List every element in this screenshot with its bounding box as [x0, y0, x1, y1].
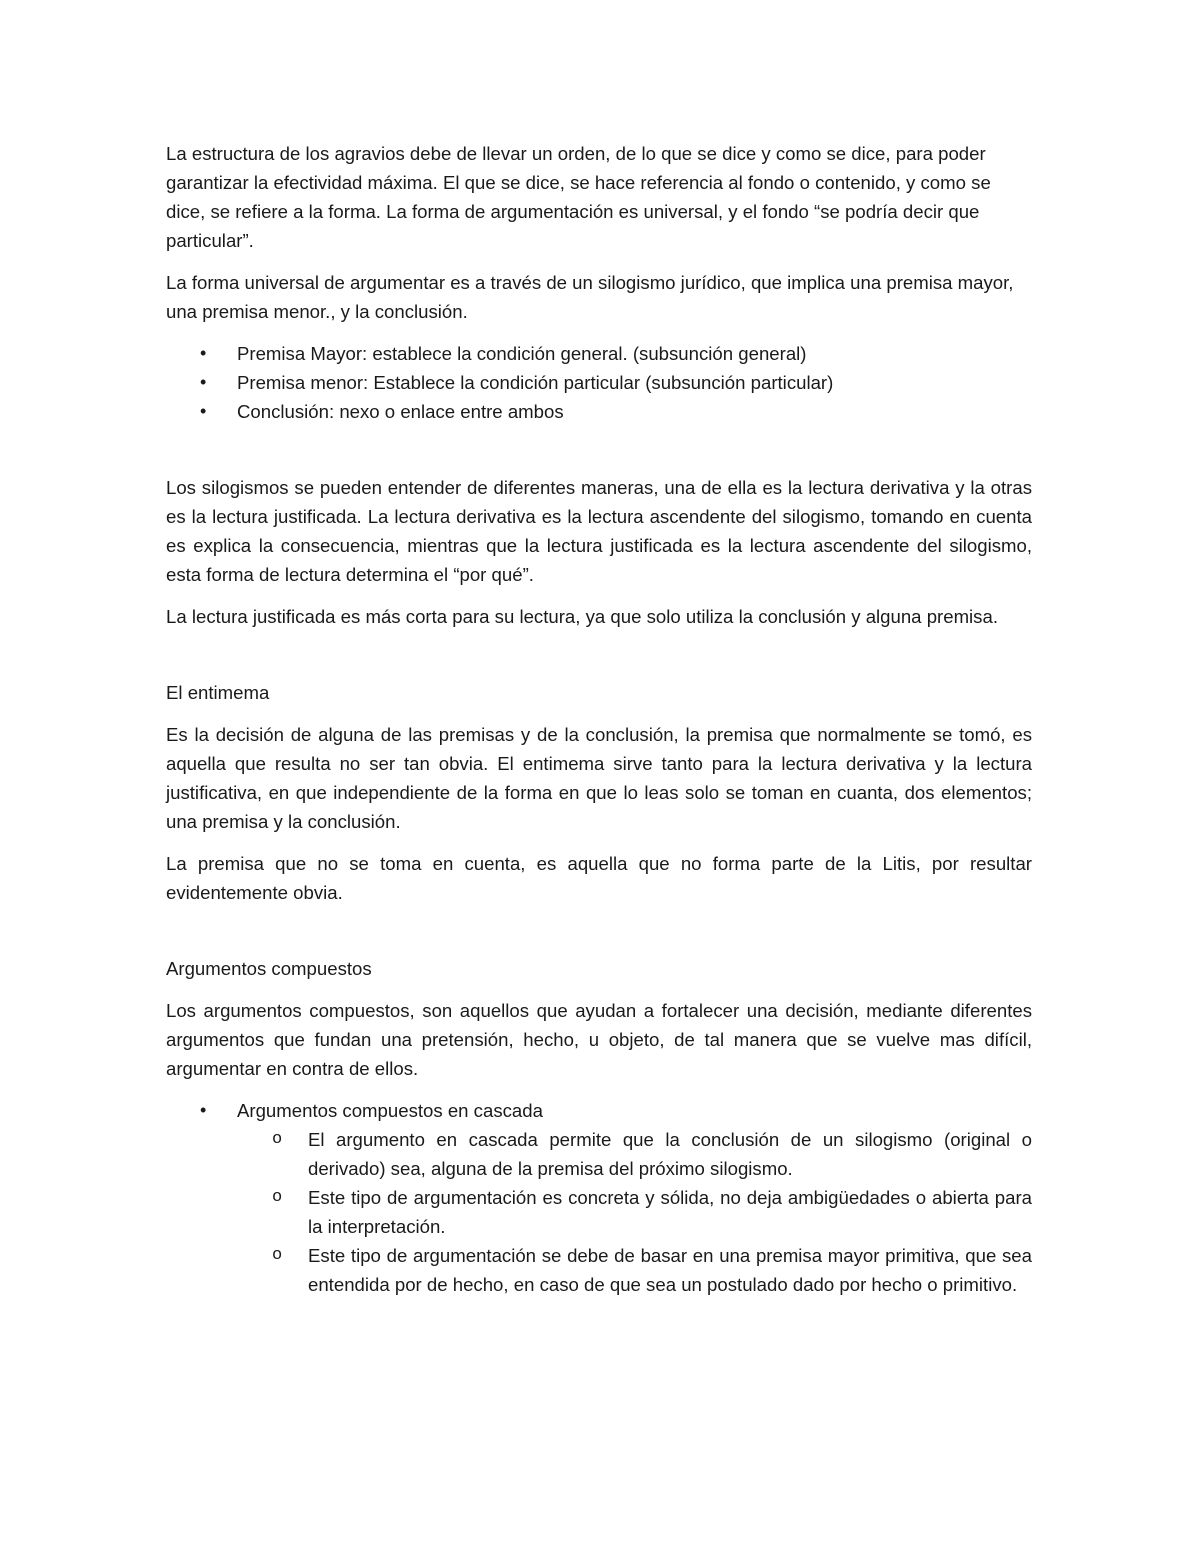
heading-argumentos-compuestos: Argumentos compuestos	[166, 958, 372, 979]
list-item	[166, 339, 1032, 368]
spacer	[166, 920, 1032, 954]
list-item-text: Argumentos compuestos en cascada	[237, 1100, 543, 1121]
sublist-item-text: Este tipo de argumentación es concreta y sólida, no deja ambigüedades o abierta para la interpretación.	[308, 1187, 1032, 1237]
paragraph-lectura-justificada: La lectura justificada es más corta para su lectura, ya que solo utiliza la conclusión y alguna premisa.	[166, 606, 998, 627]
sublist-item-text: Este tipo de argumentación se debe de basar en una premisa mayor primitiva, que sea entendida por de hecho, en caso de que sea un postulado dado por hecho o primitivo.	[308, 1245, 1032, 1295]
spacer	[166, 644, 1032, 678]
sublist-item	[237, 1241, 1032, 1299]
cascada-sublist	[237, 1125, 1032, 1299]
paragraph-argumentos-compuestos: Los argumentos compuestos, son aquellos que ayudan a fortalecer una decisión, mediante diferentes argumentos que fundan una pretensión, hecho, u objeto, de tal manera que se vuelve mas difícil, argumentar en contra de ellos.	[166, 1000, 1032, 1079]
paragraph-silogismos: Los silogismos se pueden entender de diferentes maneras, una de ella es la lectura derivativa y la otras es la lectura justificada. La lectura derivativa es la lectura ascendente del silogismo, tomando en cuenta es explica la consecuencia, mientras que la lectura justificada es la lectura ascendente del silogismo, esta forma de lectura determina el “por qué”.	[166, 477, 1032, 585]
spacer	[166, 439, 1032, 473]
sublist-item	[237, 1125, 1032, 1183]
premisas-list	[166, 339, 1032, 426]
sublist-item	[237, 1183, 1032, 1241]
list-item	[166, 397, 1032, 426]
list-item	[166, 1096, 1032, 1299]
paragraph-premisa-litis: La premisa que no se toma en cuenta, es aquella que no forma parte de la Litis, por resultar evidentemente obvia.	[166, 853, 1032, 903]
paragraph-entimema: Es la decisión de alguna de las premisas y de la conclusión, la premisa que normalmente se tomó, es aquella que resulta no ser tan obvia. El entimema sirve tanto para la lectura derivativa y la lectura justificativa, en que independiente de la forma en que lo leas solo se toman en cuanta, dos elementos; una premisa y la conclusión.	[166, 724, 1032, 832]
argumentos-list	[166, 1096, 1032, 1299]
circle-bullet-icon: o	[272, 1188, 283, 1207]
list-item-text: Premisa menor: Establece la condición particular (subsunción particular)	[237, 372, 834, 393]
list-item-text: Conclusión: nexo o enlace entre ambos	[237, 401, 564, 422]
sublist-item-text: El argumento en cascada permite que la conclusión de un silogismo (original o derivado) sea, alguna de la premisa del próximo silogismo.	[308, 1129, 1032, 1179]
list-item	[166, 368, 1032, 397]
bullet-icon: •	[200, 343, 207, 363]
bullet-icon: •	[200, 372, 207, 392]
bullet-icon: •	[200, 1100, 207, 1120]
sublist-wrapper	[166, 1125, 1032, 1299]
document-body	[166, 139, 1032, 1312]
circle-bullet-icon: o	[272, 1246, 283, 1265]
list-item-text: Premisa Mayor: establece la condición general. (subsunción general)	[237, 343, 807, 364]
paragraph-agravios: La estructura de los agravios debe de llevar un orden, de lo que se dice y como se dice, para poder garantizar la efectividad máxima. El que se dice, se hace referencia al fondo o contenido, y como se dice, se refiere a la forma. La forma de argumentación es universal, y el fondo “se podría decir que particular”.	[166, 143, 991, 251]
circle-bullet-icon: o	[272, 1130, 283, 1149]
paragraph-forma-universal: La forma universal de argumentar es a través de un silogismo jurídico, que implica una premisa mayor, una premisa menor., y la conclusión.	[166, 272, 1014, 322]
bullet-icon: •	[200, 401, 207, 421]
heading-entimema: El entimema	[166, 682, 270, 703]
